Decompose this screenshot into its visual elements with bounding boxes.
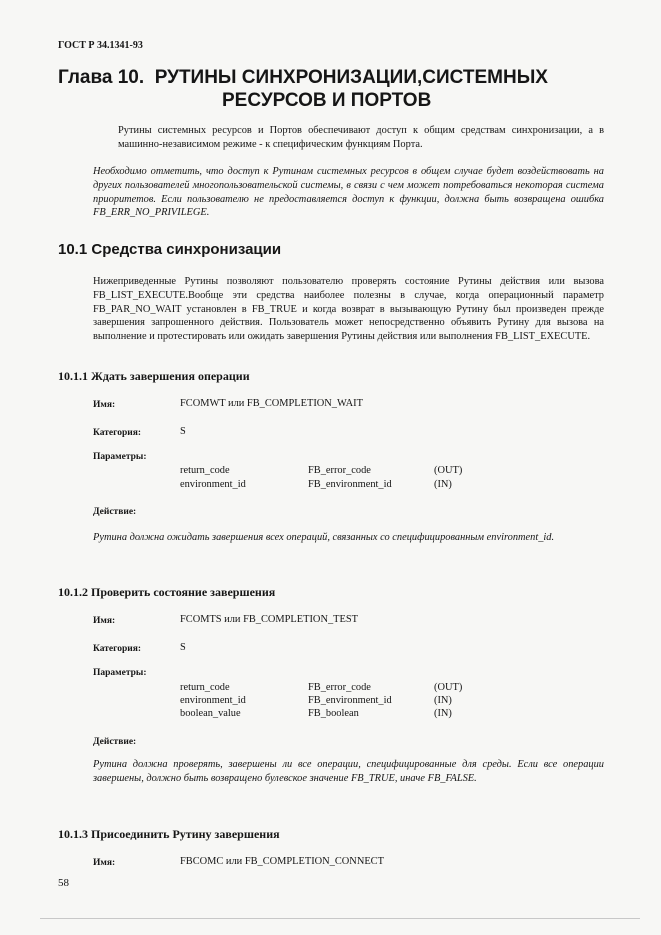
param-name: return_code: [180, 682, 230, 693]
param-name: environment_id: [180, 695, 246, 706]
routine-name: FCOMWT или FB_COMPLETION_WAIT: [180, 398, 363, 409]
param-mode: (OUT): [434, 465, 463, 476]
action-label: Действие:: [93, 507, 137, 517]
category-label: Категория:: [93, 428, 142, 438]
param-type: FB_boolean: [308, 708, 359, 719]
intro-paragraph: Рутины системных ресурсов и Портов обеспечивают доступ к общим средствам синхронизации, а в машинно-независимом режиме - к специфическим функциям Порта.: [118, 125, 604, 150]
section-10-1-heading: 10.1 Средства синхронизации: [58, 241, 282, 258]
param-mode: (IN): [434, 695, 452, 706]
subsection-10-1-3-heading: 10.1.3 Присоединить Рутину завершения: [58, 827, 280, 841]
name-label: Имя:: [93, 616, 116, 626]
routine-name: FCOMTS или FB_COMPLETION_TEST: [180, 614, 358, 625]
param-mode: (IN): [434, 708, 452, 719]
subsection-10-1-2-heading: 10.1.2 Проверить состояние завершения: [58, 585, 276, 599]
param-name: environment_id: [180, 479, 246, 490]
action-label: Действие:: [93, 737, 137, 747]
document-header: ГОСТ Р 34.1341-93: [58, 40, 143, 51]
param-mode: (OUT): [434, 682, 463, 693]
param-name: boolean_value: [180, 708, 241, 719]
category-value: S: [180, 642, 186, 653]
param-type: FB_environment_id: [308, 695, 392, 706]
param-name: return_code: [180, 465, 230, 476]
subsection-10-1-1-heading: 10.1.1 Ждать завершения операции: [58, 369, 250, 383]
chapter-title-line2: РЕСУРСОВ И ПОРТОВ: [222, 90, 432, 111]
param-type: FB_environment_id: [308, 479, 392, 490]
params-label: Параметры:: [93, 452, 147, 462]
param-type: FB_error_code: [308, 465, 371, 476]
chapter-title-line1: Глава 10. РУТИНЫ СИНХРОНИЗАЦИИ,СИСТЕМНЫХ: [58, 67, 548, 88]
name-label: Имя:: [93, 400, 116, 410]
page-number: 58: [58, 877, 69, 889]
params-label: Параметры:: [93, 668, 147, 678]
action-text: Рутина должна ожидать завершения всех операций, связанных со специфицированным environment_id.: [93, 532, 555, 543]
intro-note: Необходимо отметить, что доступ к Рутинам системных ресурсов в общем случае будет воздействовать на других пользователей многопользовательской системы, в связи с чем может потребоваться некоторая система приоритетов. Если пользователю не предоставляется доступ к функции, должна быть возвращена ошибка FB_ERR_NO_PRIVILEGE.: [93, 166, 604, 219]
category-value: S: [180, 426, 186, 437]
section-10-1-text: Нижеприведенные Рутины позволяют пользователю проверять состояние Рутины действия или вызова FB_LIST_EXECUTE.Вообще эти средства наиболее полезны в случае, когда операционный параметр FB_PAR_NO_WAIT установлен в FB_TRUE и когда возврат в вызывающую Рутину был произведен прежде завершения запрошенного действия. Пользователь может непосредственно объявить Рутину для вызова на выполнение и протестировать или ожидать завершения Рутины действия или выполнения FB_LIST_EXECUTE.: [93, 276, 604, 343]
param-type: FB_error_code: [308, 682, 371, 693]
action-text: Рутина должна проверять, завершены ли все операции, специфицированные для среды. Если все операции завершены, должно быть возвращено булевское значение FB_TRUE, иначе FB_FALSE.: [93, 759, 604, 784]
scan-edge-line: [40, 918, 640, 919]
chapter-title: [58, 66, 618, 112]
param-mode: (IN): [434, 479, 452, 490]
name-label: Имя:: [93, 858, 116, 868]
routine-name: FBCOMC или FB_COMPLETION_CONNECT: [180, 856, 384, 867]
category-label: Категория:: [93, 644, 142, 654]
